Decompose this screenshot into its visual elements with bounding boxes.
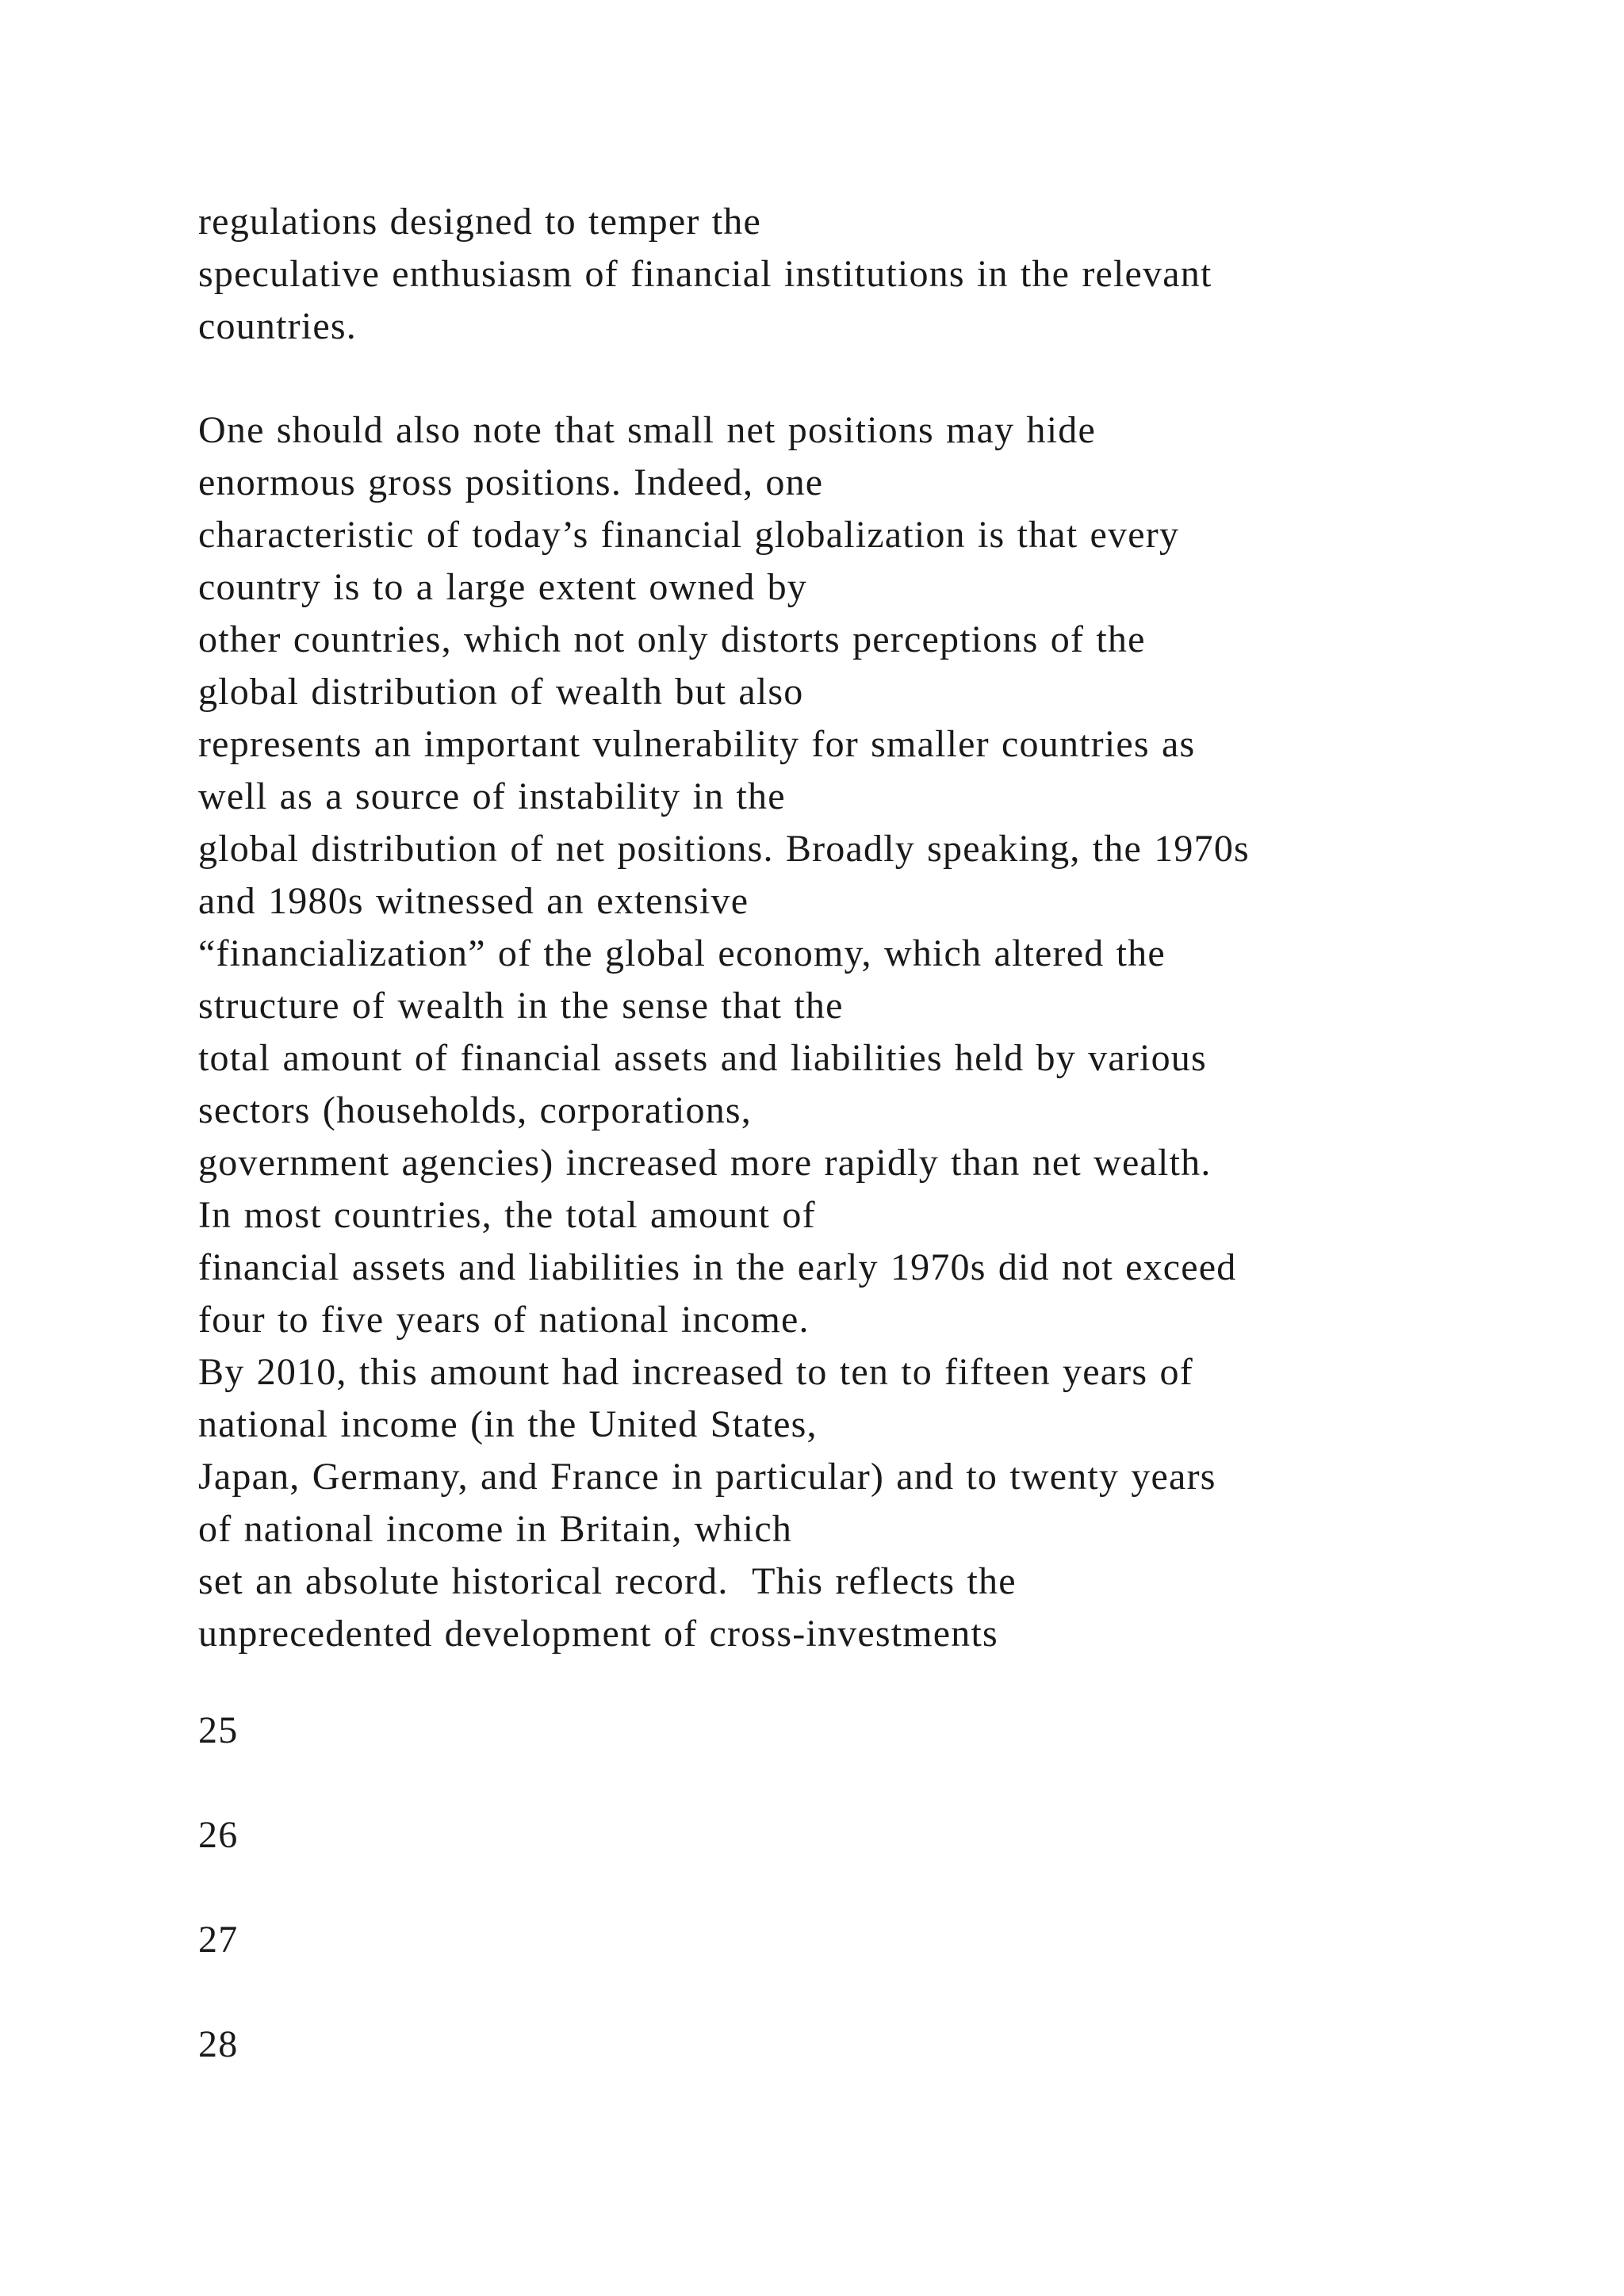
text-line: total amount of financial assets and liabilities held by various [198, 1037, 1207, 1079]
text-line: financial assets and liabilities in the early 1970s did not exceed [198, 1246, 1237, 1288]
text-line: speculative enthusiasm of financial institutions in the relevant [198, 253, 1212, 295]
text-line: global distribution of net positions. Broadly speaking, the 1970s [198, 828, 1250, 870]
text-line: four to five years of national income. [198, 1299, 810, 1341]
text-line: well as a source of instability in the [198, 775, 786, 817]
text-line: By 2010, this amount had increased to ten to fifteen years of [198, 1351, 1193, 1393]
text-line: national income (in the United States, [198, 1403, 818, 1445]
text-line: sectors (households, corporations, [198, 1089, 753, 1131]
text-line: government agencies) increased more rapidly than net wealth. [198, 1142, 1212, 1184]
text-line: “financialization” of the global economy, which altered the [198, 932, 1166, 974]
text-line: global distribution of wealth but also [198, 671, 804, 713]
text-line: unprecedented development of cross-investments [198, 1613, 998, 1655]
text-line: Japan, Germany, and France in particular) and to twenty years [198, 1456, 1216, 1498]
text-line: of national income in Britain, which [198, 1508, 793, 1550]
text-line: regulations designed to temper the [198, 201, 761, 243]
text-line: characteristic of today’s financial globalization is that every [198, 514, 1180, 556]
line-number: 28 [198, 2023, 239, 2065]
paragraph-2 [198, 404, 1546, 1660]
paragraph-1 [198, 196, 1546, 353]
text-line: In most countries, the total amount of [198, 1194, 816, 1236]
text-line: other countries, which not only distorts perceptions of the [198, 618, 1146, 660]
line-number: 26 [198, 1814, 239, 1856]
text-line: structure of wealth in the sense that the [198, 985, 844, 1027]
text-line: set an absolute historical record. This reflects the [198, 1560, 1017, 1602]
text-line: One should also note that small net positions may hide [198, 409, 1097, 451]
text-line: enormous gross positions. Indeed, one [198, 461, 824, 503]
line-numbers [198, 1705, 238, 2123]
line-number: 27 [198, 1919, 239, 1961]
text-line: represents an important vulnerability for smaller countries as [198, 723, 1196, 765]
text-line: and 1980s witnessed an extensive [198, 880, 749, 922]
text-line: countries. [198, 305, 357, 347]
line-number: 25 [198, 1709, 239, 1751]
text-line: country is to a large extent owned by [198, 566, 807, 608]
